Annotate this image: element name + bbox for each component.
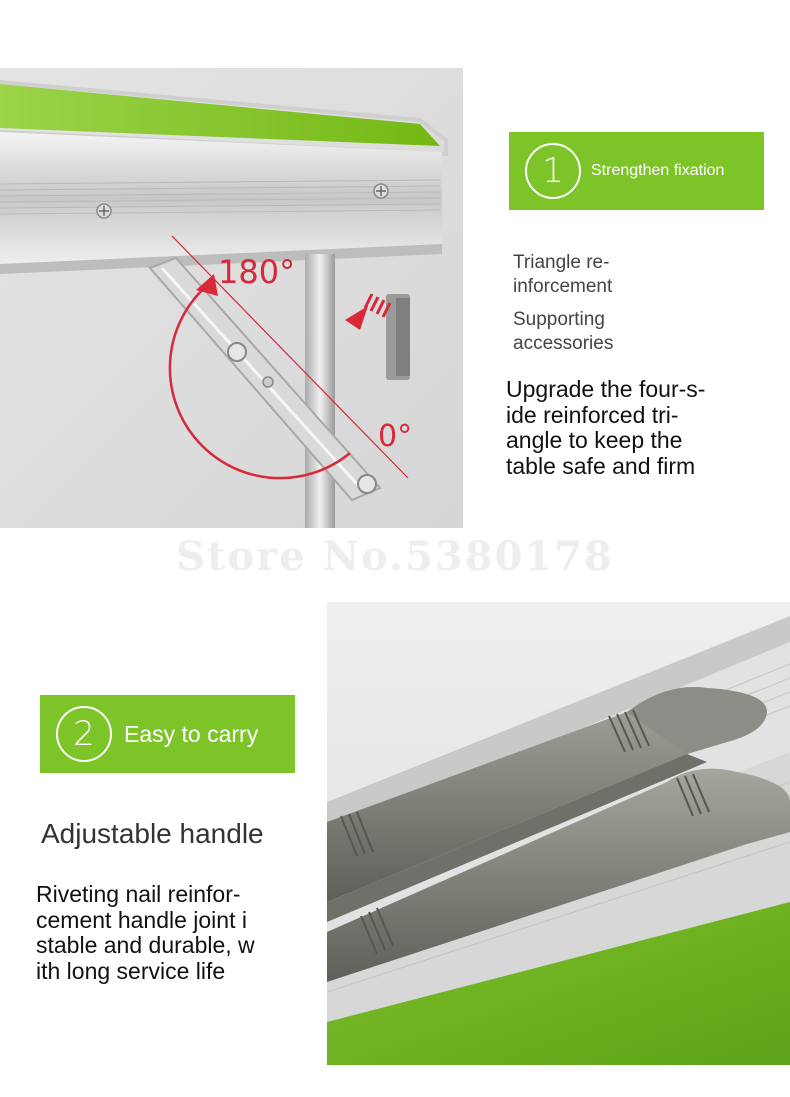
feature-badge-2	[40, 695, 295, 773]
feature-badge-1	[509, 132, 764, 210]
angle-max-label: 180°	[218, 253, 296, 291]
store-watermark: Store No.5380178	[176, 533, 614, 580]
angle-min-label: 0°	[378, 419, 413, 454]
badge-number-circle: 1	[525, 143, 581, 199]
table-hinge-photo	[0, 68, 463, 528]
badge-number-circle: 2	[56, 706, 112, 762]
section2-subtitle: Adjustable handle	[41, 818, 264, 849]
badge-label: Easy to carry	[124, 720, 259, 747]
section1-description: Upgrade the four-s- ide reinforced tri- angle to keep the table safe and firm	[506, 376, 706, 479]
section2-description: Riveting nail reinfor- cement handle joint i stable and durable, w ith long service life	[36, 881, 255, 984]
feature-text-triangle: Triangle re- inforcement	[513, 252, 613, 297]
badge-label: Strengthen fixation	[591, 162, 725, 179]
feature-text-accessories: Supporting accessories	[513, 309, 614, 354]
table-handle-photo	[327, 602, 790, 1065]
